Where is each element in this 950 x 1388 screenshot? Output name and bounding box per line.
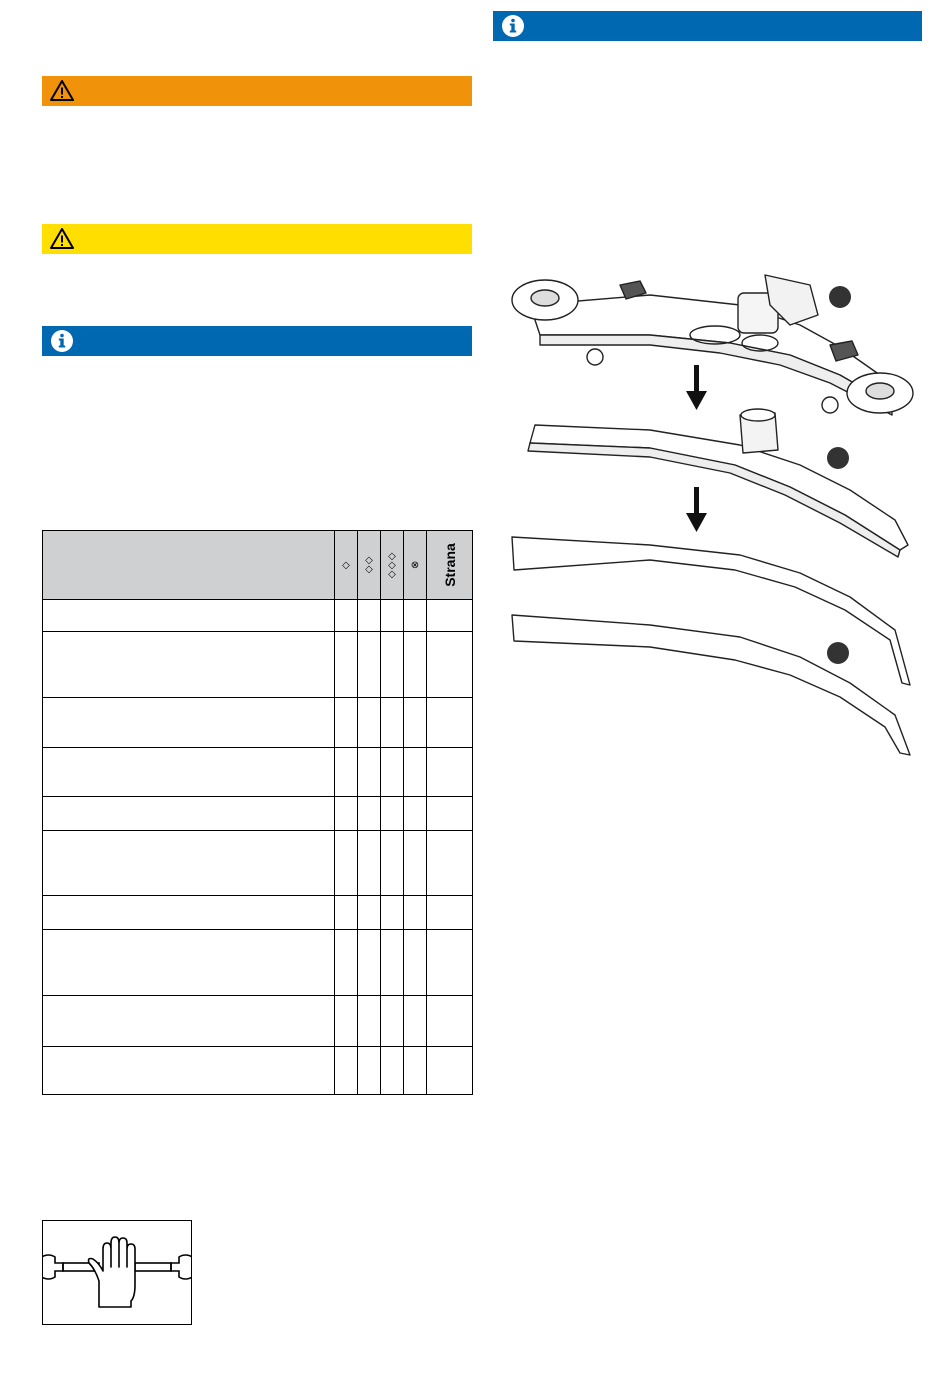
table-row [43, 930, 473, 995]
info-bar [42, 326, 472, 356]
warning-triangle-icon [50, 79, 74, 103]
table-row [43, 995, 473, 1046]
interval-service-symbol: ⊗ [404, 531, 427, 600]
service-pictogram [42, 1220, 192, 1325]
callout-1 [829, 286, 851, 308]
table-row [43, 600, 473, 632]
info-bar-top [493, 11, 922, 41]
squeegee-frame [512, 275, 913, 415]
table-row [43, 747, 473, 796]
squeegee-blade-front [512, 615, 910, 755]
callout-3 [827, 642, 849, 664]
squeegee-body [528, 409, 908, 557]
caution-bar [42, 224, 472, 254]
warning-triangle-icon [50, 227, 74, 251]
table-row [43, 796, 473, 830]
squeegee-assembly-illustration [500, 265, 930, 765]
warning-bar [42, 76, 472, 106]
arrow-down-icon [686, 365, 707, 410]
wrench-glove-icon [43, 1221, 191, 1324]
task-header [43, 531, 335, 600]
table-header-row [43, 531, 473, 600]
table-row [43, 698, 473, 747]
interval-weekly-symbol: ◇ ◇ [358, 531, 381, 600]
table-row [43, 896, 473, 930]
info-icon [501, 14, 525, 38]
table-row [43, 1046, 473, 1094]
interval-daily-symbol: ◇ [335, 531, 358, 600]
maintenance-table [42, 530, 473, 1095]
callout-2 [827, 447, 849, 469]
table-row [43, 632, 473, 698]
page-header: Strana [427, 531, 473, 600]
interval-monthly-symbol: ◇ ◇ ◇ [381, 531, 404, 600]
arrow-down-icon [686, 487, 707, 532]
squeegee-blade-rear [512, 537, 910, 685]
info-icon [50, 329, 74, 353]
table-row [43, 830, 473, 895]
